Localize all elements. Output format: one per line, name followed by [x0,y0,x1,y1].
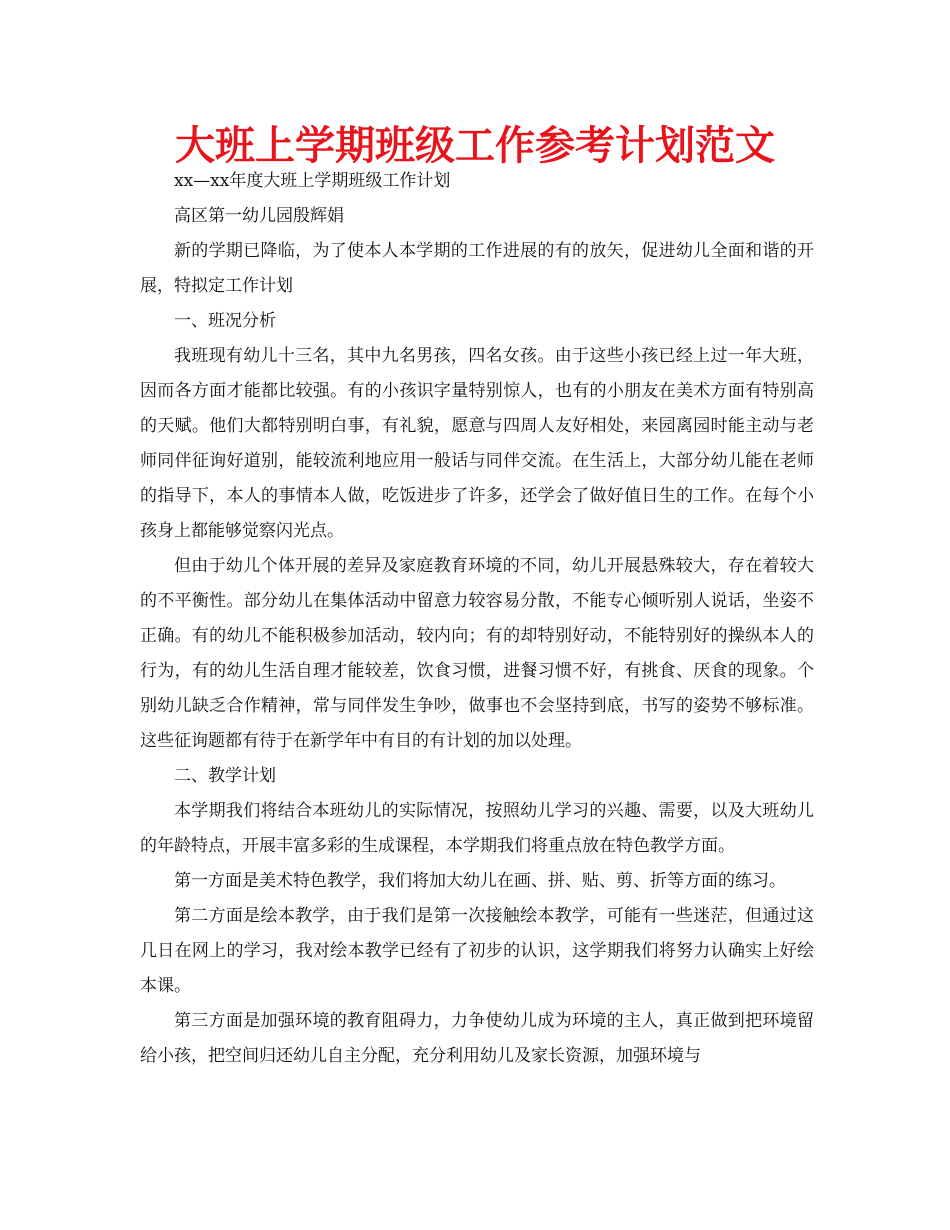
class-issues-paragraph: 但由于幼儿个体开展的差异及家庭教育环境的不同，幼儿开展悬殊较大，存在着较大的不平衡性。部分幼儿在集体活动中留意力较容易分散，不能专心倾听别人说话，坐姿不正确。有的幼儿不能积极参加活动，较内向；有的却特别好动，不能特别好的操纵本人的行为，有的幼儿生活自理才能较差，饮食习惯，进餐习惯不好，有挑食、厌食的现象。个别幼儿缺乏合作精神，常与同伴发生争吵，做事也不会坚持到底，书写的姿势不够标准。这些征询题都有待于在新学年中有目的有计划的加以处理。 [140,556,814,751]
picture-book-paragraph: 第二方面是绘本教学，由于我们是第一次接触绘本教学，可能有一些迷茫，但通过这几日在网上的学习，我对绘本教学已经有了初步的认识，这学期我们将努力认确实上好绘本课。 [140,906,814,996]
section-heading-class-analysis: 一、班况分析 [174,311,276,331]
section-heading-teaching-plan: 二、教学计划 [174,766,276,786]
class-analysis-paragraph: 我班现有幼儿十三名，其中九名男孩，四名女孩。由于这些小孩已经上过一年大班，因而各方面才能都比较强。有的小孩识字量特别惊人，也有的小朋友在美术方面有特别高的天赋。他们大都特别明白事，有礼貌，愿意与四周人友好相处，来园离园时能主动与老师同伴征询好道别，能较流利地应用一般话与同伴交流。在生活上，大部分幼儿能在老师的指导下，本人的事情本人做，吃饭进步了许多，还学会了做好值日生的工作。在每个小孩身上都能够觉察闪光点。 [140,346,814,541]
teaching-plan-paragraph: 本学期我们将结合本班幼儿的实际情况，按照幼儿学习的兴趣、需要，以及大班幼儿的年龄特点，开展丰富多彩的生成课程，本学期我们将重点放在特色教学方面。 [140,801,814,856]
plan-subtitle: xx—xx年度大班上学期班级工作计划 [174,171,451,191]
art-teaching-paragraph: 第一方面是美术特色教学，我们将加大幼儿在画、拼、贴、剪、折等方面的练习。 [174,871,786,891]
author-line: 高区第一幼儿园殷辉娟 [174,206,344,226]
environment-paragraph: 第三方面是加强环境的教育阻碍力，力争使幼儿成为环境的主人，真正做到把环境留给小孩，把空间归还幼儿自主分配，充分利用幼儿及家长资源，加强环境与 [140,1011,814,1066]
intro-paragraph: 新的学期已降临，为了使本人本学期的工作进展的有的放矢，促进幼儿全面和谐的开展，特拟定工作计划 [140,241,814,296]
document-body [140,164,814,1074]
document-title: 大班上学期班级工作参考计划范文 [175,123,775,169]
